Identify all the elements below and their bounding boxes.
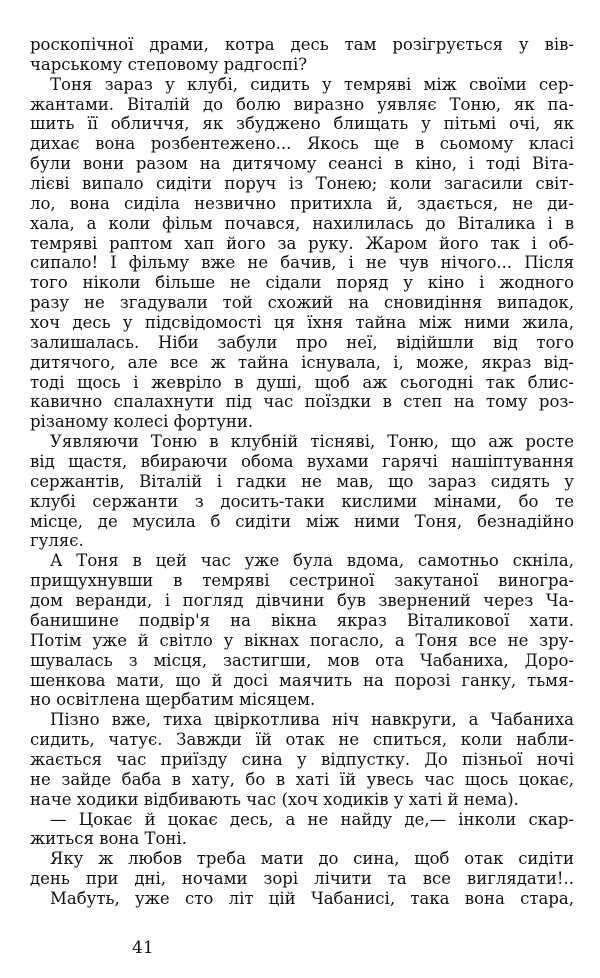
text-line: сержантів, Віталій і гадки не мав, що зараз сидять у [30,471,574,491]
text-line: наче ходики відбивають час (хоч ходиків у хаті й нема). [30,789,519,809]
text-line: А Тоня в цей час уже була вдома, самотньо скніла, [50,551,574,571]
text-line: хала, а коли фільм почався, нахилилась до Віталика і в [30,213,574,233]
text-line: жається час приїзду сина у відпустку. До пізньої ночі [30,749,574,769]
text-line: банишине подвір'я на вікна якраз Віталикової хати. [30,610,574,630]
text-line: темряві раптом хап його за руку. Жаром його так і об- [30,233,574,253]
text-line: різаному колесі фортуни. [30,412,254,432]
paragraph [30,551,574,710]
text-line: но освітлена щербатим місяцем. [30,690,316,710]
text-line: були вони разом на дитячому сеансі в кіно, і тоді Віта- [30,154,574,174]
text-line: шенкова мати, що й досі маячить на порозі ганку, тьмя- [30,670,574,690]
page-number: 41 [132,938,154,958]
text-line: Мабуть, уже сто літ цій Чабанисі, така вона стара, [50,888,574,908]
paragraph [30,849,574,889]
text-line: Пізно вже, тиха цвіркотлива ніч навкруги, а Чабаниха [50,710,574,730]
text-line: Уявляючи Тоню в клубній тісняві, Тоню, що аж росте [50,432,574,452]
text-line: дихає вона розбентежено... Якось ще в сьомому класі [30,134,574,154]
text-line: сипало! І фільму вже не бачив, і не чув нічого... Після [30,253,574,273]
text-line: лієві випало сидіти поруч із Тонею; коли загасили світ- [30,174,574,194]
text-line: місце, де мусила б сидіти між ними Тоня, безнадійно [30,511,574,531]
text-line: разу не згадували той схожий на сновидіння випадок, [30,293,574,313]
text-line: — Цокає й цокає десь, а не найду де,— інколи скар- [50,809,574,829]
text-line: Потім уже й світло у вікнах погасло, а Тоня все не зру- [30,630,574,650]
paragraph [30,432,574,551]
text-line: залишалась. Ніби забули про неї, відійшли від того [30,332,574,352]
book-page-text [30,35,574,909]
text-line: сидить, чатує. Завжди їй отак не спиться, коли набли- [30,730,574,750]
text-line: Яку ж любов треба мати до сина, щоб отак сидіти [50,849,574,869]
text-line: ло, вона сиділа незвично притихла й, здається, не ди- [30,193,574,213]
paragraph [30,889,574,909]
text-line: хоч десь у підсвідомості ця їхня тайна між ними жила, [30,313,574,333]
text-line: житься вона Тоні. [30,829,187,849]
text-line: чарському степовому радгоспі? [30,54,308,74]
text-line: роскопічної драми, котра десь там розігрується у вів- [30,35,574,54]
text-line: дом веранди, і погляд дівчини був звернений через Ча- [30,591,574,611]
text-line: кавично спалахнути під час поїздки в степ на тому роз- [30,392,574,412]
text-line: дитячого, але все ж тайна існувала, і, може, якраз від- [30,352,574,372]
paragraph [30,810,574,850]
text-line: від щастя, вбираючи обома вухами гарячі нашіптування [30,452,574,472]
paragraph [30,75,574,432]
text-line: не зайде баба в хату, бо в хаті їй увесь час щось цокає, [30,769,574,789]
text-line: того ніколи більше не сідали поряд у кіно і жодного [30,273,574,293]
text-line: шить її обличчя, як збуджено блищать у пітьмі очі, як [30,114,574,134]
paragraph [30,710,574,809]
paragraph [30,35,574,75]
text-line: Тоня зараз у клубі, сидить у темряві між своїми сер- [50,74,574,94]
text-line: клубі сержанти з досить-таки кислими мінами, бо те [30,491,574,511]
text-line: день при дні, ночами зорі лічити та все виглядати!.. [30,869,574,889]
text-line: жантами. Віталій до болю виразно уявляє Тоню, як па- [30,94,574,114]
text-line: гуляє. [30,531,84,551]
text-line: тоді щось і жевріло в душі, щоб аж сьогодні так блис- [30,372,574,392]
text-line: шувалась з місця, застигши, мов ота Чабаниха, Доро- [30,650,574,670]
text-line: прищухнувши в темряві сестриної закутаної виногра- [30,571,574,591]
